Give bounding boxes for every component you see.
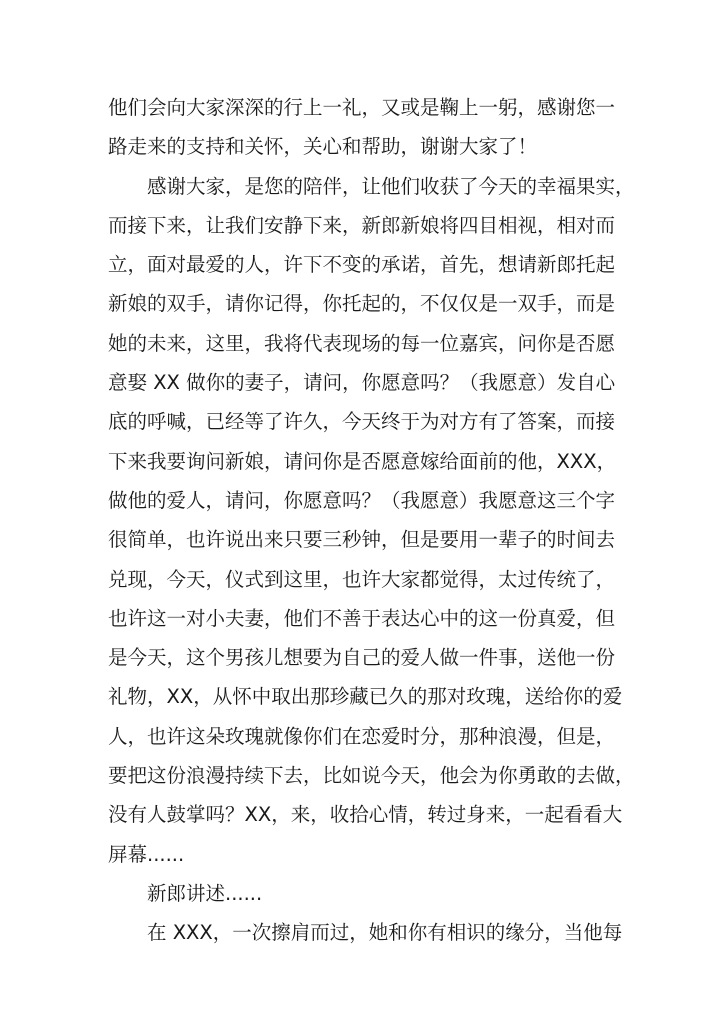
paragraph-start-line: 在 XXX，一次擦肩而过，她和你有相识的缘分，当他每 [147, 921, 623, 945]
body-text [108, 88, 635, 953]
text-line: 屏幕...... [108, 842, 185, 866]
text-line: 要把这份浪漫持续下去，比如说今天，他会为你勇敢的去做， [108, 764, 635, 788]
text-line: 路走来的支持和关怀，关心和帮助，谢谢大家了！ [108, 135, 538, 159]
paragraph-start-line: 感谢大家，是您的陪伴，让他们收获了今天的幸福果实， [147, 174, 635, 198]
text-line: 是今天，这个男孩儿想要为自己的爱人做一件事，送他一份 [108, 646, 616, 670]
text-line: 下来我要询问新娘，请问你是否愿意嫁给面前的他，XXX， [108, 449, 617, 473]
text-line: 她的未来，这里，我将代表现场的每一位嘉宾，问你是否愿 [108, 331, 616, 355]
text-line: 底的呼喊，已经等了许久，今天终于为对方有了答案，而接 [108, 410, 616, 434]
text-line: 意娶 XX 做你的妻子，请问，你愿意吗？（我愿意）发自心 [108, 371, 616, 395]
text-line: 礼物，XX，从怀中取出那珍藏已久的那对玫瑰，送给你的爱 [108, 685, 623, 709]
text-line: 没有人鼓掌吗？XX，来，收拾心情，转过身来，一起看看大 [108, 803, 623, 827]
text-line: 而接下来，让我们安静下来，新郎新娘将四目相视，相对而 [108, 213, 616, 237]
text-line: 兑现，今天，仪式到这里，也许大家都觉得，太过传统了， [108, 567, 616, 591]
text-line: 人，也许这朵玫瑰就像你们在恋爱时分，那种浪漫，但是， [108, 724, 616, 748]
text-line: 立，面对最爱的人，许下不变的承诺，首先，想请新郎托起 [108, 253, 616, 277]
text-line: 做他的爱人，请问，你愿意吗？（我愿意）我愿意这三个字 [108, 488, 616, 512]
text-line: 很简单，也许说出来只要三秒钟，但是要用一辈子的时间去 [108, 528, 616, 552]
text-line: 新娘的双手，请你记得，你托起的，不仅仅是一双手，而是 [108, 292, 616, 316]
text-line: 也许这一对小夫妻，他们不善于表达心中的这一份真爱，但 [108, 606, 616, 630]
text-line: 他们会向大家深深的行上一礼，又或是鞠上一躬，感谢您一 [108, 96, 616, 119]
paragraph-start-line: 新郎讲述...... [147, 881, 263, 905]
